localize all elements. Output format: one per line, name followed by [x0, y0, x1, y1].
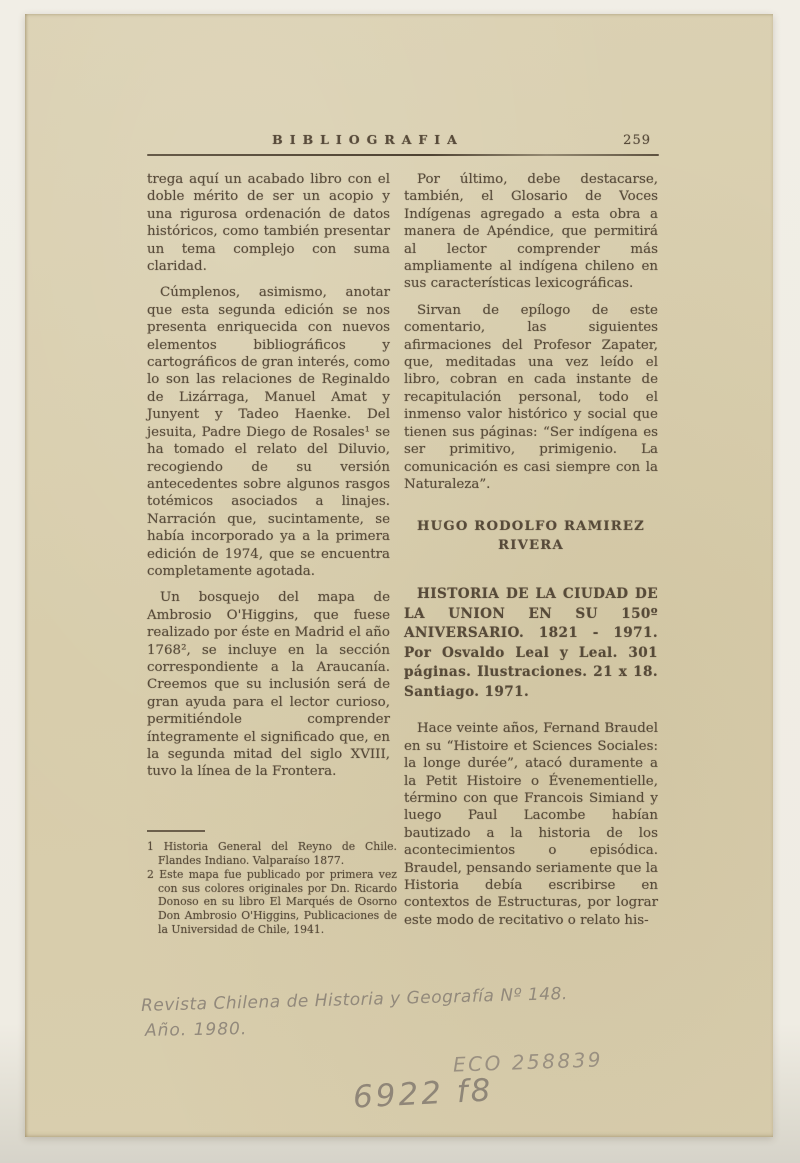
author-byline: HUGO RODOLFO RAMIREZ RIVERA: [417, 519, 645, 554]
handwritten-note-title: Revista Chilena de Historia y Geografía Nº 148.: [140, 984, 569, 1016]
paragraph: Un bosquejo del mapa de Ambrosio O'Higgins, que fuese realizado por éste en Madrid el año 1768², se incluye en la sección correspondiente a la Araucanía. Creemos que su inclusión será de gran ayuda para el lector curioso, permitiéndole comprender íntegramente el significado que, en la segunda mitad del siglo XVIII, tuvo la línea de la Frontera.: [147, 590, 390, 780]
left-column: [147, 171, 390, 790]
catalog-code-eco: ECO 258839: [452, 1047, 604, 1077]
footnote-rule: [147, 830, 205, 832]
right-column: [404, 171, 658, 938]
page-header: [147, 132, 659, 152]
paragraph: Sirvan de epílogo de este comentario, las siguientes afirmaciones del Profesor Zapater, que, meditadas una vez leído el libro, cobran en cada instante de recapitulación personal, todo el inmenso valor histórico y social que tienen sus páginas: “Ser indígena es ser primitivo, primigenio. La comunicación es casi siempre con la Naturaleza”.: [404, 302, 658, 492]
paragraph: Hace veinte años, Fernand Braudel en su “Histoire et Sciences Sociales: la longe durée”, atacó duramente a la Petit Histoire o Évenementielle, término con que Francois Simiand y luego Paul Lacombe habían bautizado a la historia de los acontecimientos o episódica. Braudel, pensando seriamente que la Historia debía escribirse en contextos de Estructuras, por lograr este modo de recitativo o relato his-: [404, 721, 658, 928]
page: [25, 14, 773, 1137]
paragraph: Cúmplenos, asimismo, anotar que esta segunda edición se nos presenta enriquecida con nuevos elementos bibliográficos y cartográficos de gran interés, como lo son las relaciones de Reginaldo de Lizárraga, Manuel Amat y Junyent y Tadeo Haenke. Del jesuita, Padre Diego de Rosales¹ se ha tomado el relato del Diluvio, recogiendo de su versión antecedentes sobre algunos rasgos totémicos asociados a linajes. Narración que, sucintamente, se había incorporado ya a la primera edición de 1974, que se encuentra completamente agotada.: [147, 285, 390, 579]
paragraph: trega aquí un acabado libro con el doble mérito de ser un acopio y una rigurosa ordenación de datos históricos, como también presentar un tema complejo con suma claridad.: [147, 172, 390, 275]
catalog-number: 6922 f8: [352, 1072, 495, 1116]
page-title: BIBLIOGRAFIA: [272, 132, 464, 147]
footnote: 1 Historia General del Reyno de Chile. Flandes Indiano. Valparaíso 1877.: [147, 840, 397, 867]
handwritten-note-year: Año. 1980.: [144, 1019, 248, 1041]
footnotes: [147, 840, 397, 937]
paragraph: Por último, debe destacarse, también, el Glosario de Voces Indígenas agregado a esta obra a manera de Apéndice, que permitirá al lector comprender más ampliamente al indígena chileno en sus características lexicográficas.: [404, 172, 658, 292]
review-heading: HISTORIA DE LA CIUDAD DE LA UNION EN SU 150º ANIVERSARIO. 1821 - 1971. Por Osvaldo Leal y Leal. 301 páginas. Ilustraciones. 21 x 18. Santiago. 1971.: [404, 586, 658, 700]
footnote: 2 Este mapa fue publicado por primera vez con sus colores originales por Dn. Ricardo Donoso en su libro El Marqués de Osorno Don Ambrosio O'Higgins, Publicaciones de la Universidad de Chile, 1941.: [147, 868, 397, 936]
header-rule: [147, 154, 659, 156]
page-number: 259: [623, 133, 651, 148]
